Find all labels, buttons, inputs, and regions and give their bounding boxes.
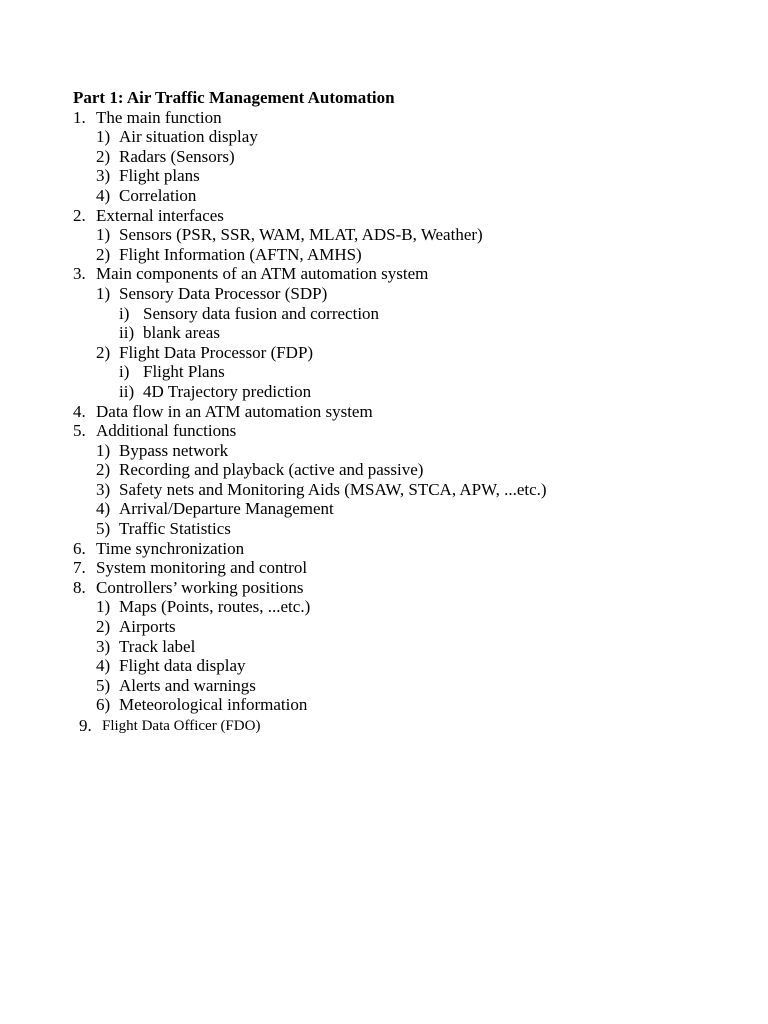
list-item <box>73 343 713 363</box>
item-number: i) <box>119 362 130 382</box>
list-item <box>73 558 713 578</box>
item-text: Data flow in an ATM automation system <box>96 401 373 421</box>
item-text: Flight data display <box>119 656 246 676</box>
item-number: 3. <box>73 264 86 284</box>
list-item <box>73 108 713 128</box>
item-number: 5. <box>73 421 86 441</box>
item-number: 4) <box>96 656 111 676</box>
list-item <box>73 147 713 167</box>
list-item <box>73 539 713 559</box>
list-item <box>73 382 713 402</box>
item-text: blank areas <box>143 323 220 343</box>
item-text: Track label <box>119 636 196 656</box>
item-text: Additional functions <box>96 421 237 441</box>
item-number: 4) <box>96 499 111 519</box>
item-number: 1) <box>96 283 111 303</box>
list-item <box>73 127 713 147</box>
item-text: Main components of an ATM automation system <box>96 264 429 284</box>
item-text: Radars (Sensors) <box>119 146 235 166</box>
item-text: Arrival/Departure Management <box>119 499 334 519</box>
list-item <box>73 656 713 676</box>
item-text: Alerts and warnings <box>119 675 256 695</box>
document-title: Part 1: Air Traffic Management Automation <box>73 88 395 107</box>
list-item <box>73 323 713 343</box>
list-item-last <box>73 715 713 735</box>
item-text: Flight Information (AFTN, AMHS) <box>119 244 362 264</box>
item-text: Flight plans <box>119 166 200 186</box>
item-number: 1) <box>96 225 111 245</box>
item-text: Time synchronization <box>96 538 245 558</box>
item-number: 2. <box>73 205 86 225</box>
item-number: 1) <box>96 597 111 617</box>
item-number: 7. <box>73 558 86 578</box>
item-text: Flight Data Processor (FDP) <box>119 342 314 362</box>
item-text: 4D Trajectory prediction <box>143 381 312 401</box>
item-number: 2) <box>96 617 111 637</box>
item-text: System monitoring and control <box>96 558 308 578</box>
document-page <box>73 88 713 735</box>
list-item <box>73 441 713 461</box>
item-text: Sensors (PSR, SSR, WAM, MLAT, ADS-B, Weather) <box>119 225 483 245</box>
item-number: 2) <box>96 460 111 480</box>
item-number: ii) <box>119 323 135 343</box>
item-number: 1. <box>73 107 86 127</box>
item-number: 6) <box>96 695 111 715</box>
list-item <box>73 676 713 696</box>
item-text: Flight Data Officer (FDO) <box>102 718 261 734</box>
item-number: 4) <box>96 185 111 205</box>
list-item <box>73 206 713 226</box>
list-item <box>73 304 713 324</box>
list-item <box>73 264 713 284</box>
item-number: 6. <box>73 538 86 558</box>
list-item <box>73 225 713 245</box>
item-text: Sensory data fusion and correction <box>143 303 380 323</box>
item-text: External interfaces <box>96 205 224 225</box>
list-item <box>73 597 713 617</box>
list-item <box>73 284 713 304</box>
item-number: i) <box>119 303 130 323</box>
item-number: 3) <box>96 479 111 499</box>
item-text: Maps (Points, routes, ...etc.) <box>119 597 311 617</box>
list-item <box>73 460 713 480</box>
item-number: 8. <box>73 577 86 597</box>
item-text: Airports <box>119 617 176 637</box>
list-item <box>73 695 713 715</box>
item-text: Correlation <box>119 185 197 205</box>
item-number: 4. <box>73 401 86 421</box>
item-number: 2) <box>96 146 111 166</box>
item-number: 3) <box>96 166 111 186</box>
item-number: 2) <box>96 342 111 362</box>
item-number: 1) <box>96 127 111 147</box>
list-item <box>73 245 713 265</box>
item-text: Bypass network <box>119 440 229 460</box>
list-item <box>73 519 713 539</box>
item-number: 9. <box>79 716 92 735</box>
item-text: Flight Plans <box>143 362 225 382</box>
list-item <box>73 480 713 500</box>
list-item <box>73 617 713 637</box>
list-item <box>73 402 713 422</box>
item-number: 5) <box>96 675 111 695</box>
list-item <box>73 166 713 186</box>
item-text: Safety nets and Monitoring Aids (MSAW, STCA, APW, ...etc.) <box>119 479 547 499</box>
item-text: Traffic Statistics <box>119 519 231 539</box>
item-text: Meteorological information <box>119 695 308 715</box>
item-number: 3) <box>96 636 111 656</box>
list-item <box>73 578 713 598</box>
item-text: Sensory Data Processor (SDP) <box>119 283 328 303</box>
item-number: ii) <box>119 381 135 401</box>
item-number: 1) <box>96 440 111 460</box>
item-number: 2) <box>96 244 111 264</box>
item-text: Controllers’ working positions <box>96 577 304 597</box>
list-item <box>73 186 713 206</box>
item-number: 5) <box>96 519 111 539</box>
list-item <box>73 637 713 657</box>
list-item <box>73 362 713 382</box>
item-text: Air situation display <box>119 127 258 147</box>
list-item <box>73 499 713 519</box>
list-item <box>73 421 713 441</box>
item-text: The main function <box>96 107 222 127</box>
item-text: Recording and playback (active and passive) <box>119 460 424 480</box>
